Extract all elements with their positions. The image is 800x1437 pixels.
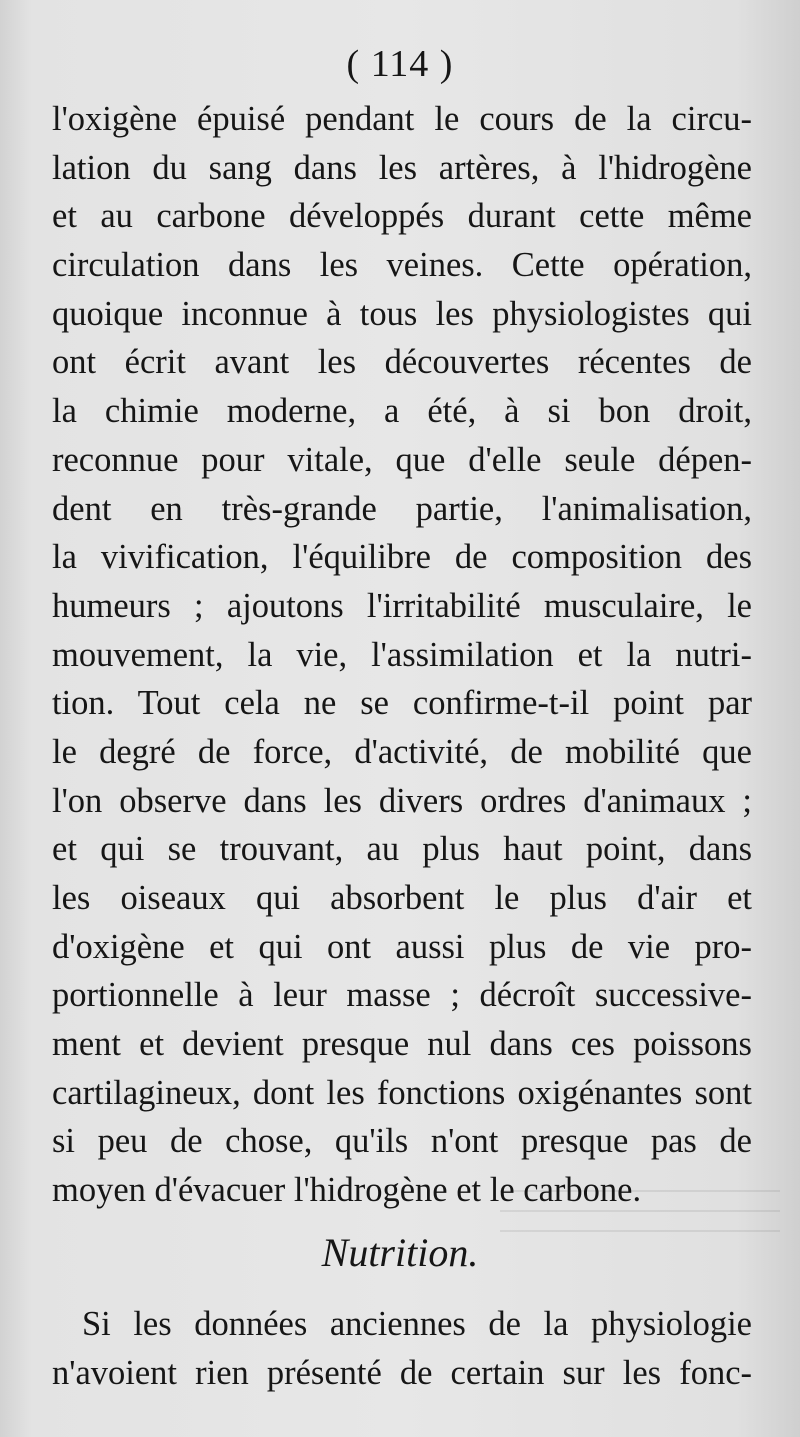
text-line: tion. Tout cela ne se confirme-t-il point par — [52, 684, 752, 723]
text-line: mouvement, la vie, l'assimilation et la nutri- — [52, 635, 752, 674]
text-line: dent en très-grande partie, l'animalisation, — [52, 489, 752, 528]
text-line: circulation dans les veines. Cette opération, — [52, 246, 752, 285]
text-line: si peu de chose, qu'ils n'ont presque pas de — [52, 1122, 752, 1161]
text-line: cartilagineux, dont les fonctions oxigénantes sont — [52, 1073, 752, 1112]
text-line: et qui se trouvant, au plus haut point, dans — [52, 830, 752, 869]
text-line: n'avoient rien présenté de certain sur les fonc- — [52, 1353, 752, 1392]
text-line: lation du sang dans les artères, à l'hidrogène — [52, 148, 752, 187]
text-line: Si les données anciennes de la physiologie — [82, 1305, 752, 1343]
text-line: le degré de force, d'activité, de mobilité que — [52, 732, 752, 771]
text-line: la vivification, l'équilibre de composition des — [52, 538, 752, 577]
text-line: ont écrit avant les découvertes récentes de — [52, 343, 752, 382]
text-line: moyen d'évacuer l'hidrogène et le carbone. — [52, 1171, 642, 1210]
paragraph-main — [52, 95, 752, 1215]
text-line: humeurs ; ajoutons l'irritabilité musculaire, le — [52, 586, 752, 625]
text-line: l'oxigène épuisé pendant le cours de la circu- — [52, 100, 752, 138]
section-heading: Nutrition. — [321, 1230, 479, 1275]
text-line: portionnelle à leur masse ; décroît successive- — [52, 976, 752, 1015]
text-line: les oiseaux qui absorbent le plus d'air et — [52, 879, 752, 917]
text-line: l'on observe dans les divers ordres d'animaux ; — [52, 781, 752, 820]
page-number: ( 114 ) — [346, 43, 454, 85]
text-line: la chimie moderne, a été, à si bon droit, — [52, 392, 752, 431]
paragraph-nutrition — [52, 1300, 752, 1397]
text-line: quoique inconnue à tous les physiologistes qui — [52, 294, 752, 333]
text-line: d'oxigène et qui ont aussi plus de vie pro- — [52, 927, 752, 966]
text-line: reconnue pour vitale, que d'elle seule dépen- — [52, 440, 752, 479]
text-line: et au carbone développés durant cette même — [52, 197, 752, 236]
text-line: ment et devient presque nul dans ces poissons — [52, 1025, 752, 1064]
